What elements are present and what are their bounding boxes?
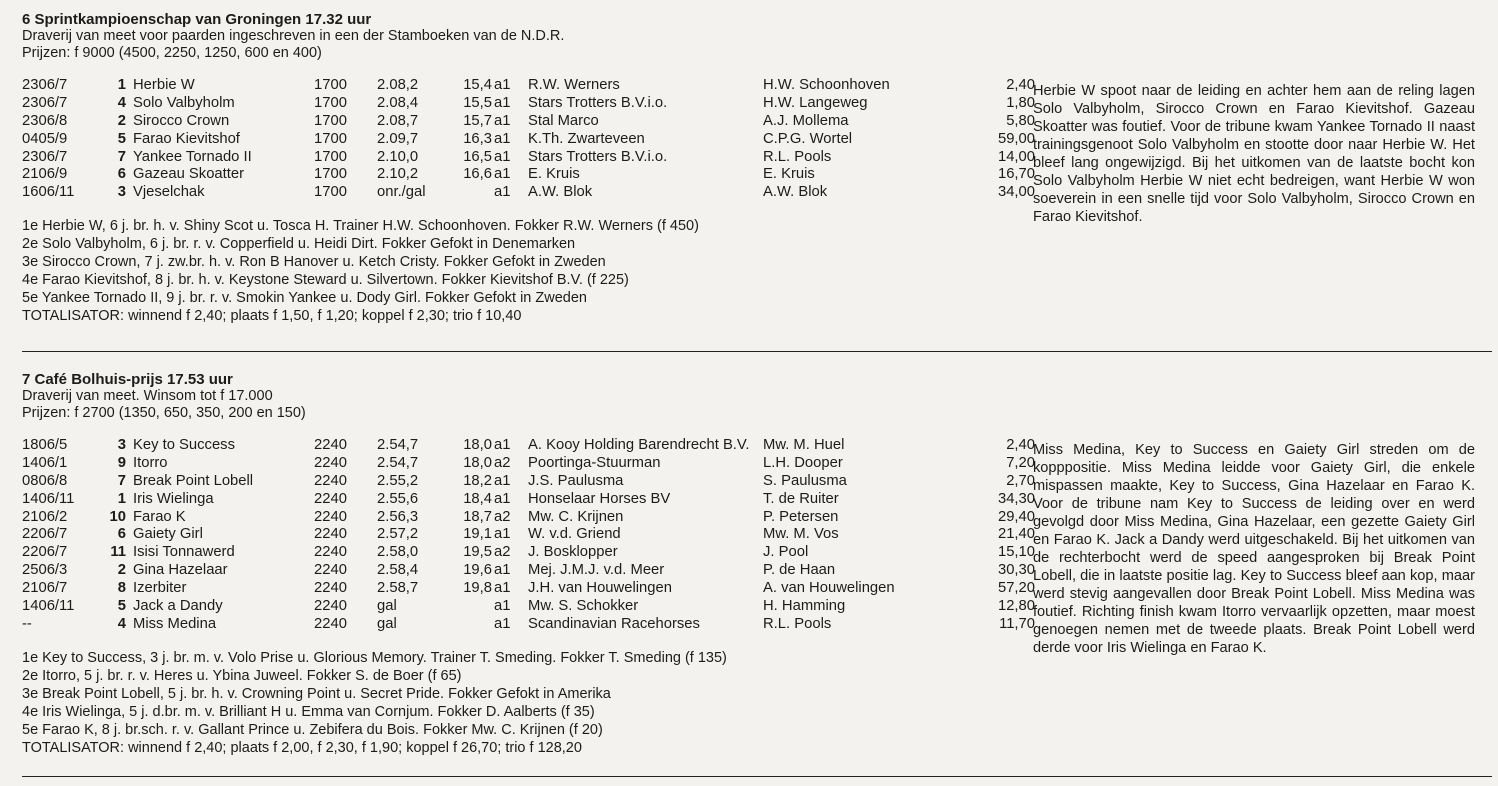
cell-dist: 1700 [314,112,347,129]
cell-cls: a1 [494,77,511,93]
cell-date: 2206/7 [22,526,68,543]
cell-cls: a1 [494,130,511,147]
cell-time: 2.56,3 [377,508,419,525]
fokker-line: 3e Break Point Lobell, 5 j. br. h. v. Crowning Point u. Secret Pride. Fokker Gefokt in Amerika [22,685,611,702]
cell-time: 2.58,7 [377,580,419,597]
race-subtitle: Draverij van meet. Winsom tot f 17.000 [22,388,273,404]
cell-dist: 2240 [314,508,347,525]
cell-horse: Iris Wielinga [133,490,214,507]
cell-trainer: R.L. Pools [763,148,832,165]
cell-horse: Farao Kievitshof [133,130,240,147]
fokker-line: 1e Herbie W, 6 j. br. h. v. Shiny Scot u. Tosca H. Trainer H.W. Schoonhoven. Fokker R.W. Werners (f 450) [22,218,699,235]
cell-km: 16,6 [463,166,492,183]
cell-num: 4 [117,94,126,111]
cell-cls: a1 [494,562,511,579]
race-commentary: Miss Medina, Key to Success en Gaiety Girl streden om de kopppositie. Miss Medina leidde voor Gaiety Girl, die enkele mispassen maakte, Key to Success, Gina Hazelaar en Farao K. Voor de tribune nam Key to Success de leiding over en werd gevolgd door Miss Medina, Gina Hazelaar, een gezette Gaiety Girl en Farao K. Jack a Dandy werd uitgeschakeld. Bij het uitkomen van de rechterbocht werd de speed aangesproken bij Break Point Lobell, die in laatste positie lag. Key to Success bleef aan kop, maar werd stevig aangevallen door Break Point Lobell. Miss Medina was foutief. Richting finish kwam Itorro vervaarlijk opzetten, maar moest genoegen nemen met de tweede plaats. Break Point Lobell werd derde voor Iris Wielinga en Farao K. [1033,442,1475,656]
fokker-line: 2e Solo Valbyholm, 6 j. br. r. v. Copperfield u. Heidi Dirt. Fokker Gefokt in Denemarken [22,236,576,253]
cell-owner: Mw. C. Krijnen [528,508,624,525]
fokker-line: 5e Yankee Tornado II, 9 j. br. r. v. Smokin Yankee u. Dody Girl. Fokker Gefokt in Zweden [22,290,587,307]
cell-num: 5 [117,598,126,615]
cell-cls: a1 [494,598,511,615]
fokker-line: 4e Iris Wielinga, 5 j. d.br. m. v. Brilliant H u. Emma van Cornjum. Fokker D. Aalberts (f 35) [22,703,595,720]
cell-owner: Mej. J.M.J. v.d. Meer [528,562,665,579]
cell-owner: Stars Trotters B.V.i.o. [528,94,668,111]
cell-horse: Vjeselchak [133,184,205,201]
fokker-list [22,217,1492,325]
cell-km: 19,6 [463,562,492,579]
cell-km: 18,0 [463,437,492,453]
cell-dist: 1700 [314,166,347,183]
cell-owner: Poortinga-Stuurman [528,454,661,471]
cell-num: 10 [109,508,126,525]
cell-km: 19,8 [463,580,492,597]
cell-num: 3 [117,184,126,201]
cell-num: 5 [117,130,126,147]
cell-horse: Miss Medina [133,615,217,632]
cell-owner: Mw. S. Schokker [528,598,639,615]
cell-owner: J.S. Paulusma [528,472,624,489]
fokker-line: 3e Sirocco Crown, 7 j. zw.br. h. v. Ron B Hanover u. Ketch Cristy. Fokker Gefokt in Zweden [22,254,606,271]
cell-date: 2306/8 [22,112,68,129]
cell-odds: 5,80 [1006,112,1035,129]
cell-time: 2.58,0 [377,544,419,561]
cell-num: 8 [117,580,126,597]
cell-horse: Isisi Tonnawerd [133,544,235,561]
cell-horse: Izerbiter [133,580,187,597]
cell-num: 6 [117,526,126,543]
cell-owner: A. Kooy Holding Barendrecht B.V. [528,437,750,453]
cell-date: 1806/5 [22,437,68,453]
cell-num: 4 [117,615,126,632]
cell-trainer: E. Kruis [763,166,815,183]
cell-odds: 7,20 [1006,454,1035,471]
cell-trainer: H.W. Schoonhoven [763,77,890,93]
cell-date: 0405/9 [22,130,68,147]
cell-trainer: H.W. Langeweg [763,94,868,111]
cell-trainer: T. de Ruiter [763,490,839,507]
cell-date: 1406/11 [22,598,75,615]
cell-cls: a2 [494,544,511,561]
cell-owner: Stal Marco [528,112,599,129]
cell-odds: 14,00 [997,148,1035,165]
cell-date: 2306/7 [22,94,68,111]
cell-odds: 21,40 [997,526,1035,543]
cell-trainer: P. de Haan [763,562,836,579]
cell-km: 15,5 [463,94,492,111]
cell-num: 3 [117,437,126,453]
cell-cls: a1 [494,526,511,543]
cell-num: 1 [117,77,126,93]
cell-date: 2506/3 [22,562,68,579]
cell-odds: 16,70 [997,166,1035,183]
cell-km: 18,4 [463,490,492,507]
fokker-line: 1e Key to Success, 3 j. br. m. v. Volo Prise u. Glorious Memory. Trainer T. Smeding. Fokker T. Smeding (f 135) [22,649,727,666]
cell-time: 2.08,4 [377,94,419,111]
cell-date: 2106/9 [22,166,68,183]
cell-date: 1406/1 [22,454,68,471]
cell-cls: a1 [494,437,511,453]
cell-km: 19,5 [463,544,492,561]
cell-km: 16,3 [463,130,492,147]
cell-odds: 1,80 [1006,94,1035,111]
cell-owner: K.Th. Zwarteveen [528,130,645,147]
cell-time: 2.10,0 [377,148,419,165]
cell-trainer: A. van Houwelingen [763,580,895,597]
cell-dist: 2240 [314,454,347,471]
cell-dist: 1700 [314,94,347,111]
cell-horse: Break Point Lobell [133,472,254,489]
cell-trainer: A.J. Mollema [763,112,849,129]
race-title: 7 Café Bolhuis-prijs 17.53 uur [22,371,233,388]
cell-cls: a2 [494,454,511,471]
cell-odds: 2,70 [1006,472,1035,489]
cell-cls: a1 [494,166,511,183]
cell-horse: Gaiety Girl [133,526,203,543]
cell-dist: 2240 [314,437,347,453]
fokker-line: TOTALISATOR: winnend f 2,40; plaats f 1,50, f 1,20; koppel f 2,30; trio f 10,40 [22,308,522,325]
cell-date: 2306/7 [22,77,68,93]
fokker-line: 4e Farao Kievitshof, 8 j. br. h. v. Keystone Steward u. Silvertown. Fokker Kievitshof B.V. (f 225) [22,272,629,289]
divider [22,776,1492,777]
cell-horse: Gazeau Skoatter [133,166,245,183]
cell-horse: Solo Valbyholm [133,94,235,111]
race-prizes: Prijzen: f 2700 (1350, 650, 350, 200 en 150) [22,405,306,421]
cell-time: 2.58,4 [377,562,419,579]
race-commentary: Herbie W spoot naar de leiding en achter hem aan de reling lagen Solo Valbyholm, Sirocco Crown en Farao Kievitshof. Gazeau Skoatter was foutief. Voor de tribune kwam Yankee Tornado II naast trainingsgenoot Solo Valbyholm en stootte door naar Herbie W. Het bleef lang ongewijzigd. Bij het uitkomen van de laatste bocht kon Solo Valbyholm Herbie W niet echt bedreigen, want Herbie W won soeverein in een snelle tijd voor Solo Valbyholm, Sirocco Crown en Farao Kievitshof. [1033,83,1475,225]
cell-horse: Gina Hazelaar [133,562,228,579]
cell-time: 2.10,2 [377,166,419,183]
cell-odds: 2,40 [1006,77,1035,93]
cell-owner: J. Bosklopper [528,544,618,561]
fokker-line: 5e Farao K, 8 j. br.sch. r. v. Gallant Prince u. Zebifera du Bois. Fokker Mw. C. Krijnen (f 20) [22,721,603,738]
cell-cls: a1 [494,94,511,111]
cell-num: 7 [117,472,126,489]
cell-num: 7 [117,148,126,165]
cell-date: -- [22,615,32,632]
cell-km: 15,7 [463,112,492,129]
cell-time: 2.57,2 [377,526,419,543]
cell-odds: 30,30 [997,562,1035,579]
cell-dist: 2240 [314,472,347,489]
fokker-list [22,649,1492,757]
cell-time: 2.55,6 [377,490,419,507]
cell-horse: Key to Success [133,437,235,453]
cell-trainer: H. Hamming [763,598,846,615]
cell-odds: 29,40 [997,508,1035,525]
race-prizes: Prijzen: f 9000 (4500, 2250, 1250, 600 en 400) [22,45,322,61]
cell-dist: 2240 [314,562,347,579]
cell-date: 2206/7 [22,544,68,561]
cell-time: 2.09,7 [377,130,419,147]
cell-km: 15,4 [463,77,492,93]
cell-date: 1406/11 [22,490,75,507]
cell-cls: a1 [494,184,511,201]
cell-trainer: L.H. Dooper [763,454,843,471]
cell-time: 2.08,7 [377,112,419,129]
cell-cls: a2 [494,508,511,525]
cell-date: 2106/7 [22,580,68,597]
cell-num: 11 [110,544,126,561]
cell-num: 1 [117,490,126,507]
cell-time: onr./gal [377,184,426,201]
cell-num: 9 [117,454,126,471]
cell-trainer: R.L. Pools [763,615,832,632]
cell-horse: Itorro [133,454,168,471]
cell-odds: 15,10 [997,544,1035,561]
cell-trainer: Mw. M. Huel [763,437,845,453]
cell-cls: a1 [494,112,511,129]
cell-dist: 2240 [314,526,347,543]
cell-odds: 59,00 [997,130,1035,147]
cell-trainer: P. Petersen [763,508,839,525]
cell-cls: a1 [494,580,511,597]
cell-owner: Stars Trotters B.V.i.o. [528,148,668,165]
cell-horse: Yankee Tornado II [133,148,252,165]
cell-horse: Herbie W [133,77,195,93]
cell-date: 1606/11 [22,184,75,201]
cell-time: 2.08,2 [377,77,419,93]
cell-date: 0806/8 [22,472,68,489]
cell-owner: Honselaar Horses BV [528,490,671,507]
cell-owner: R.W. Werners [528,77,620,93]
cell-dist: 2240 [314,598,347,615]
cell-odds: 12,80 [997,598,1035,615]
cell-owner: A.W. Blok [528,184,593,201]
race-title: 6 Sprintkampioenschap van Groningen 17.32 uur [22,11,372,28]
cell-trainer: S. Paulusma [763,472,847,489]
cell-odds: 34,00 [997,184,1035,201]
cell-dist: 2240 [314,615,347,632]
cell-horse: Jack a Dandy [133,598,223,615]
cell-time: gal [377,598,397,615]
cell-odds: 11,70 [999,615,1035,632]
cell-km: 16,5 [463,148,492,165]
cell-km: 18,0 [463,454,492,471]
cell-odds: 57,20 [997,580,1035,597]
cell-horse: Farao K [133,508,186,525]
cell-owner: J.H. van Houwelingen [528,580,672,597]
cell-dist: 1700 [314,148,347,165]
cell-dist: 2240 [314,580,347,597]
cell-cls: a1 [494,615,511,632]
cell-cls: a1 [494,148,511,165]
cell-date: 2106/2 [22,508,68,525]
cell-odds: 2,40 [1006,437,1035,453]
cell-dist: 2240 [314,490,347,507]
cell-num: 6 [117,166,126,183]
cell-trainer: Mw. M. Vos [763,526,839,543]
cell-dist: 2240 [314,544,347,561]
divider [22,351,1492,352]
cell-num: 2 [117,112,126,129]
cell-time: gal [377,615,397,632]
cell-cls: a1 [494,472,511,489]
cell-trainer: J. Pool [763,544,809,561]
cell-odds: 34,30 [997,490,1035,507]
cell-time: 2.54,7 [377,454,419,471]
cell-time: 2.55,2 [377,472,419,489]
cell-km: 18,7 [463,508,492,525]
race-subtitle: Draverij van meet voor paarden ingeschreven in een der Stamboeken van de N.D.R. [22,28,565,44]
cell-owner: W. v.d. Griend [528,526,621,543]
cell-trainer: C.P.G. Wortel [763,130,853,147]
cell-num: 2 [117,562,126,579]
cell-dist: 1700 [314,130,347,147]
cell-horse: Sirocco Crown [133,112,230,129]
cell-time: 2.54,7 [377,437,419,453]
fokker-line: 2e Itorro, 5 j. br. r. v. Heres u. Ybina Juweel. Fokker S. de Boer (f 65) [22,667,462,684]
cell-owner: E. Kruis [528,166,580,183]
fokker-line: TOTALISATOR: winnend f 2,40; plaats f 2,00, f 2,30, f 1,90; koppel f 26,70; trio f 128,20 [22,739,582,756]
cell-date: 2306/7 [22,148,68,165]
cell-trainer: A.W. Blok [763,184,828,201]
cell-dist: 1700 [314,184,347,201]
cell-km: 19,1 [463,526,492,543]
cell-owner: Scandinavian Racehorses [528,615,700,632]
cell-cls: a1 [494,490,511,507]
cell-km: 18,2 [463,472,492,489]
cell-dist: 1700 [314,77,347,93]
